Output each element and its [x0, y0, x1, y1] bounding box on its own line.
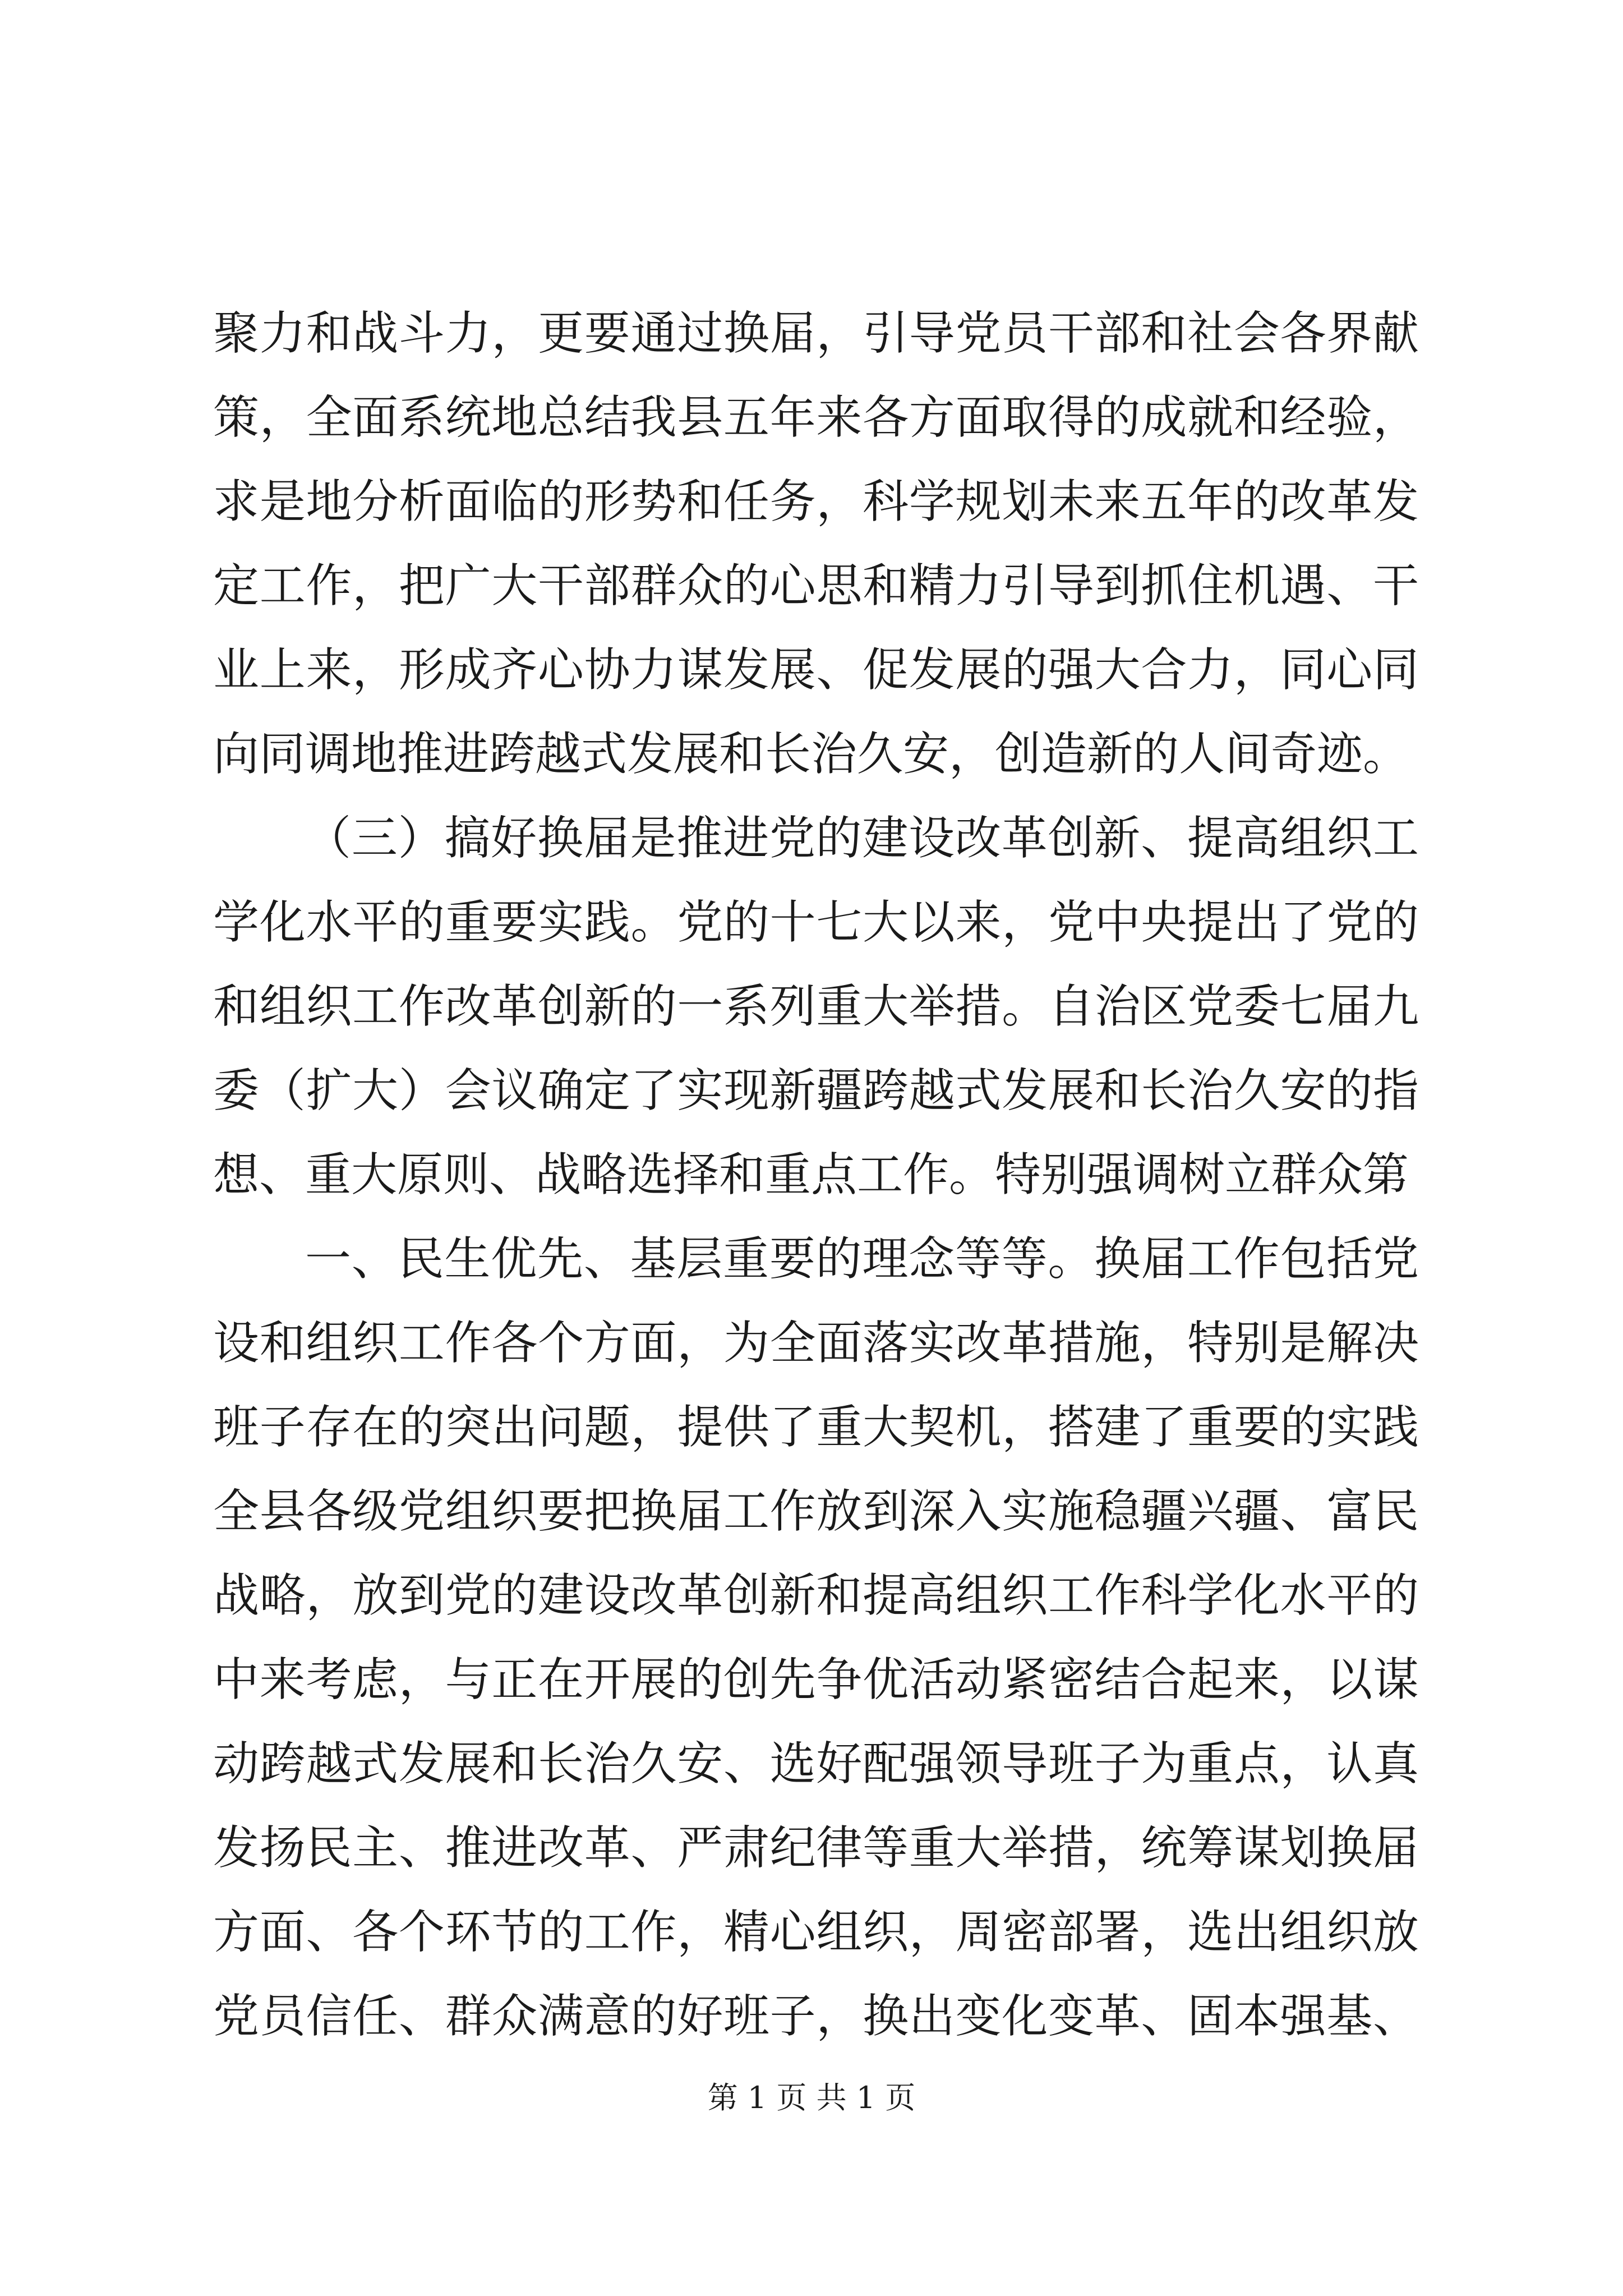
- text-line: 和组织工作改革创新的一系列重大举措。自治区党委七届九: [213, 980, 1419, 1033]
- text-line: 聚力和战斗力，更要通过换届，引导党员干部和社会各界献: [213, 307, 1419, 360]
- text-line: 业上来，形成齐心协力谋发展、促发展的强大合力，同心同: [213, 643, 1419, 697]
- text-line: 策，全面系统地总结我县五年来各方面取得的成就和经验，: [213, 391, 1419, 444]
- text-line: 委（扩大）会议确定了实现新疆跨越式发展和长治久安的指: [213, 1064, 1419, 1117]
- text-line: 党员信任、群众满意的好班子，换出变化变革、固本强基、: [213, 1990, 1419, 2043]
- text-line: （三）搞好换届是推进党的建设改革创新、提高组织工: [305, 812, 1419, 865]
- text-line: 中来考虑，与正在开展的创先争优活动紧密结合起来，以谋: [213, 1653, 1419, 1706]
- text-line: 发扬民主、推进改革、严肃纪律等重大举措，统筹谋划换届: [213, 1821, 1419, 1875]
- text-line: 学化水平的重要实践。党的十七大以来，党中央提出了党的: [213, 896, 1419, 949]
- text-line: 设和组织工作各个方面，为全面落实改革措施，特别是解决: [213, 1317, 1419, 1370]
- text-line: 方面、各个环节的工作，精心组织，周密部署，选出组织放: [213, 1906, 1419, 1959]
- text-line: 向同调地推进跨越式发展和长治久安，创造新的人间奇迹。: [213, 728, 1409, 781]
- text-line: 班子存在的突出问题，提供了重大契机，搭建了重要的实践: [213, 1401, 1419, 1454]
- text-line: 求是地分析面临的形势和任务，科学规划未来五年的改革发: [213, 475, 1419, 528]
- text-line: 想、重大原则、战略选择和重点工作。特别强调树立群众第: [213, 1148, 1409, 1202]
- text-line: 战略，放到党的建设改革创新和提高组织工作科学化水平的: [213, 1569, 1419, 1622]
- text-line: 动跨越式发展和长治久安、选好配强领导班子为重点，认真: [213, 1737, 1419, 1791]
- text-line: 一、民生优先、基层重要的理念等等。换届工作包括党: [305, 1232, 1419, 1286]
- page-footer: 第 1 页 共 1 页: [707, 2080, 916, 2115]
- text-line: 定工作，把广大干部群众的心思和精力引导到抓住机遇、干: [213, 559, 1419, 613]
- document-body: [213, 292, 1419, 2059]
- text-line: 全县各级党组织要把换届工作放到深入实施稳疆兴疆、富民: [213, 1485, 1419, 1538]
